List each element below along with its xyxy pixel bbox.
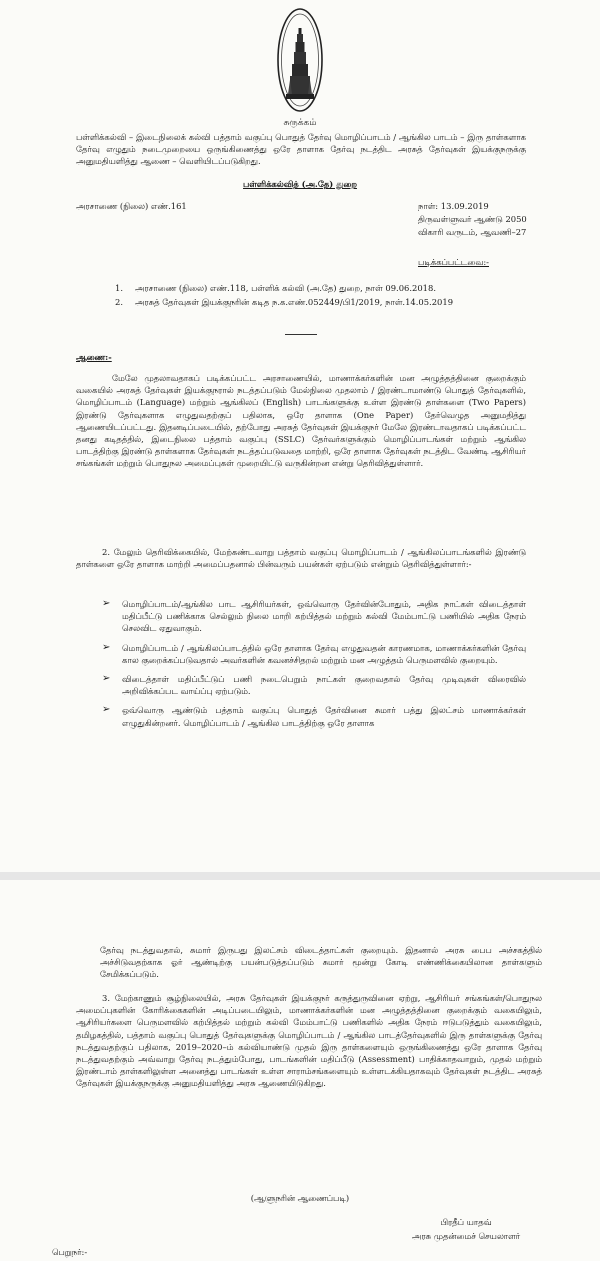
department-heading: பள்ளிக்கல்வித் (அ.தே) துறை [243,179,357,189]
list-item [98,673,526,697]
list-item [98,704,526,728]
arrow-bullet-icon: ➢ [102,704,111,716]
reference-text: அரசுத் தேர்வுகள் இயக்குநரின் கடித ந.க.எண்.052449/பி1/2019, நாள்.14.05.2019 [135,297,454,308]
paragraph-continued: தேர்வு நடத்துவதால், சுமார் இருபது இலட்சம் விடைத்தாட்கள் குறையும். இதனால் அரசு பைப அச்சகத்தில் அச்சிடுவதற்காக ஓர் ஆண்டிற்கு பயன்படுத்தப்படும் சுமார் மூன்று கோடி எண்ணிக்கையிலான தாள்களும் சேமிக்கப்படும். [100,945,542,980]
to-label: பெறுநர்:- [52,1247,88,1257]
page-gap [0,872,600,880]
order-date: நாள்: 13.09.2019 [418,201,489,211]
document-title: சுருக்கம் [283,118,317,128]
signatory-name: பிரதீப் யாதவ் [440,1217,492,1227]
divider [285,334,317,335]
paragraph-1: மேலே முதலாவதாகப் படிக்கப்பட்ட அரசாணையில், மாணாக்கர்களின் மன அழுத்தத்தினை குறைக்கும் வகையில் அரசுத் தேர்வுகள் இயக்குநரால் நடத்தப்படும் மேல்நிலை முதலாம் / இரண்டாமாண்டு பொதுத் தேர்வுகளில், மொழிப்பாடம் (Language) மற்றும் ஆங்கிலப் (English) பாடங்களுக்கு உள்ள இரண்டு தாள்களை (Two Papers) இரண்டு தேர்வுகளாக எழுதுவதற்குப் பதிலாக, ஒரே தாளாக (One Paper) தேர்வெழுத அனுமதித்து ஆணையிடப்பட்டது. இதனடிப்படையில், தற்போது அரசுத் தேர்வுகள் இயக்குநர் மேலே இரண்டாவதாகப் படிக்கப்பட்ட தனது கடிதத்தில், இடைநிலை பத்தாம் வகுப்பு (SSLC) தேர்வர்களுக்கும் மொழிப்பாடங்கள் மற்றும் ஆங்கில பாடத்திற்கு இரண்டு தாள்களாக தேர்வுகள் நடத்தப்படுவதை மாற்றி, ஒரே தாளாக தேர்வுகள் நடத்திட வேண்டி ஆசிரியர் சங்கங்கள் மற்றும் பொதுநல அமைப்புகள் முறையிட்டு வருகின்றன என்று தெரிவித்துள்ளார். [76,373,526,469]
arrow-bullet-icon: ➢ [102,673,111,685]
list-item [98,598,526,635]
paragraph-3: 3. மேற்காணும் சூழ்நிலையில், அரசு தேர்வுகள் இயக்குநர் கருத்துருவினை ஏற்று, ஆசிரியர் சங்கங்கள்/பொதுநல அமைப்புகளின் கோரிக்கைகளின் அடிப்படையிலும், மாணாக்கர்களின் மன அழுத்தத்தினை குறைக்கும் வகையிலும், ஆசிரியர்களை பெருமளவில் கற்பித்தல் மற்றும் கல்வி மேம்பாட்டு பணிகளில் அதிக நேரம் ஈடுபடுத்தும் வகையிலும், தமிழகத்தில், பத்தாம் வகுப்பு பொதுத் தேர்வுகளுக்கு மொழிப்பாடம் / ஆங்கில பாடத்தேர்வுகளில் இரு தாள்களுக்கு தேர்வு நடத்துவதற்குப் பதிலாக, 2019–2020–ம் கல்வியாண்டு முதல் இரு தாள்களையும் ஒருங்கிணைத்து ஒரே தாளாக தேர்வு நடத்துவதற்கும் அவ்வாறு தேர்வு நடத்தும்போது, பாடங்களின் மதிப்பீடு (Assessment) பாதிக்காதவாறும், முதல் மற்றும் இரண்டாம் தாள்களிலுள்ள அனைத்து பாடங்கள் உள்ள சாராம்சங்களையும் உள்ளடக்கியதாகவும் தேர்வுகள் நடத்திட அரசுத் தேர்வுகள் இயக்குநருக்கு அனுமதியளித்து அரசு ஆணையிடுகிறது. [76,993,542,1089]
reference-text: அரசாணை (நிலை) எண்.118, பள்ளிக் கல்வி (அ.தே) துறை, நாள் 09.06.2018. [135,283,436,293]
reference-item [115,282,525,294]
reference-number: 2. [115,297,123,308]
read-label: படிக்கப்பட்டவை:- [418,257,489,267]
list-item [98,642,526,666]
go-number: அரசாணை (நிலை) எண்.161 [76,201,187,211]
paragraph-2: 2. மேலும் தெரிவிக்கையில், மேற்கண்டவாறு பத்தாம் வகுப்பு மொழிப்பாடம் / ஆங்கிலப்பாடங்களில் இரண்டு தாள்களை ஒரே தாளாக மாற்றி அமைப்பதனால் பின்வரும் பயன்கள் ஏற்படும் என்றும் தெரிவித்துள்ளார்:- [76,547,526,570]
benefits-list [98,598,526,736]
document-page-2 [0,880,600,1261]
subject-text: பள்ளிக்கல்வி – இடைநிலைக் கல்வி பத்தாம் வகுப்பு பொதுத் தேர்வு மொழிப்பாடம் / ஆங்கில பாடம் – இரு தாள்களாக தேர்வு எழுதும் நடைமுறையை ஒருங்கிணைத்து ஒரே தாளாக தேர்வு நடத்திட அரசுத் தேர்வுகள் இயக்குநருக்கு அனுமதியளித்து ஆணை – வெளியிடப்படுகிறது. [76,132,526,167]
list-item-text: மொழிப்பாடம் / ஆங்கிலப்பாடத்தில் ஒரே தாளாக தேர்வு எழுதுவதன் காரணமாக, மாணாக்கர்களின் தேர்வு கால குறைக்கப்படுவதால் அவர்களின் கவனச்சிதறல் மற்றும் மன அழுத்தம் பெருமளவில் குறையும். [122,642,526,665]
list-item-text: விடைத்தாள் மதிப்பீட்டுப் பணி நடைபெறும் நாட்கள் குறைவதால் தேர்வு முடிவுகள் விரைவில் அறிவிக்கப்பட வாய்ப்பு ஏற்படும். [122,674,526,697]
tamil-month: விகாரி வருடம், ஆவணி–27 [418,227,527,237]
arrow-bullet-icon: ➢ [102,598,111,609]
tamil-year: திருவள்ளுவர் ஆண்டு 2050 [418,214,527,224]
signatory-title: அரசு முதன்மைச் செயலாளர் [411,1231,521,1241]
order-label: ஆணை:- [76,352,112,362]
arrow-bullet-icon: ➢ [102,641,111,653]
tamil-nadu-emblem-icon [277,8,323,112]
list-item-text: மொழிப்பாடம்/ஆங்கில பாட ஆசிரியர்கள், ஒவ்வொரு தேர்வின்போதும், அதிக நாட்கள் விடைத்தாள் மதிப்பீட்டு பணிக்காக செல்லும் நிலை மாறி கற்பித்தல் மற்றும் கல்வி மேம்பாட்டு பணியில் அதிக நேரம் செலவிட ஏதுவாகும். [122,599,526,634]
governor-order: (ஆளுநரின் ஆணைப்படி) [250,1193,350,1203]
reference-number: 1. [115,283,123,293]
list-item-text: ஒவ்வொரு ஆண்டும் பத்தாம் வகுப்பு பொதுத் தேர்வினை சுமார் பத்து இலட்சம் மாணாக்கர்கள் எழுதுகின்றனர். மொழிப்பாடம் / ஆங்கில பாடத்திற்கு ஒரே தாளாக [122,705,526,728]
reference-list [115,282,525,310]
reference-item [115,296,525,308]
